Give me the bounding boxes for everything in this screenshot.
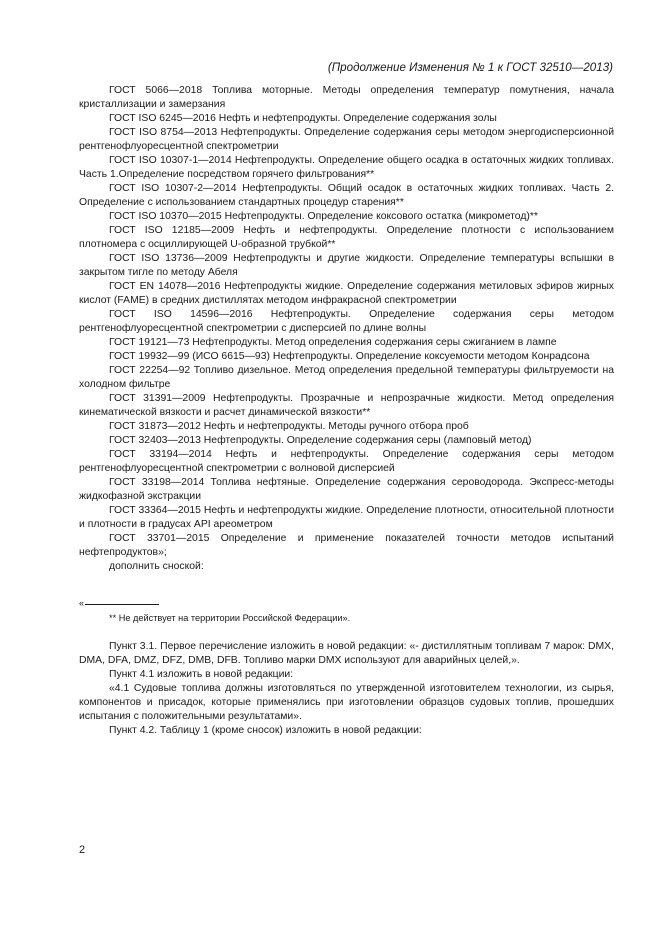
paragraph: ГОСТ ISO 14596—2016 Нефтепродукты. Определение содержания серы методом рентгенофлуоресцентной спектрометрии с дисперсией по длине волны [79,309,614,334]
paragraph: ГОСТ 22254—92 Топливо дизельное. Метод определения предельной температуры фильтруемости на холодном фильтре [79,365,614,390]
paragraph: ГОСТ ISO 13736—2009 Нефтепродукты и другие жидкости. Определение температуры вспышки в закрытом тигле по методу Абеля [79,253,614,278]
paragraph: дополнить сноской: [109,561,204,572]
paragraph: ГОСТ ISO 10307-2—2014 Нефтепродукты. Общий осадок в остаточных жидких топливах. Часть 2. Определение с использованием стандартных процедур старения** [79,183,614,208]
paragraph: ГОСТ ISO 12185—2009 Нефть и нефтепродукты. Определение плотности с использованием плотномера с осциллирующей U-образной трубкой** [79,225,614,250]
paragraph: ГОСТ 31391—2009 Нефтепродукты. Прозрачные и непрозрачные жидкости. Метод определения кинематической вязкости и расчет динамической вязкости** [79,393,614,418]
paragraph: ГОСТ ISO 8754—2013 Нефтепродукты. Определение содержания серы методом энергодисперсионной рентгенофлуоресцентной спектрометрии [79,127,614,152]
footnote-quote-mark: « [79,598,85,608]
page-header: (Продолжение Изменения № 1 к ГОСТ 32510—2013) [327,61,613,74]
paragraph: ГОСТ 32403—2013 Нефтепродукты. Определение содержания серы (ламповый метод) [109,435,532,446]
paragraph: ГОСТ 31873—2012 Нефть и нефтепродукты. Методы ручного отбора проб [109,421,469,432]
paragraph: Пункт 3.1. Первое перечисление изложить в новой редакции: «- дистиллятным топливам 7 марок: DMX, DMA, DFA, DMZ, DFZ, DMB, DFB. Топливо марки DMX используют для аварийных целей,». [79,641,614,666]
paragraph: ГОСТ 19121—73 Нефтепродукты. Метод определения содержания серы сжиганием в лампе [109,337,557,348]
paragraph: ГОСТ EN 14078—2016 Нефтепродукты жидкие. Определение содержания метиловых эфиров жирных кислот (FAME) в средних дистиллятах методом инфракрасной спектрометрии [79,281,614,306]
document-body [79,84,614,738]
paragraph: Пункт 4.2. Таблицу 1 (кроме сносок) изложить в новой редакции: [109,725,422,736]
paragraph: Пункт 4.1 изложить в новой редакции: [109,669,294,680]
paragraph: ГОСТ 5066—2018 Топлива моторные. Методы определения температур помутнения, начала кристаллизации и замерзания [79,85,614,110]
paragraph: ГОСТ ISO 10307-1—2014 Нефтепродукты. Определение общего осадка в остаточных жидких топливах. Часть 1.Определение посредством горячего фильтрования** [79,155,614,180]
paragraph: ГОСТ 33194—2014 Нефть и нефтепродукты. Определение содержания серы методом рентгенофлуоресцентной спектрометрии с волновой дисперсией [79,449,614,474]
paragraph: ГОСТ 19932—99 (ИСО 6615—93) Нефтепродукты. Определение коксуемости методом Конрадсона [109,351,590,362]
paragraph: ГОСТ 33364—2015 Нефть и нефтепродукты жидкие. Определение плотности, относительной плотности и плотности в градусах API ареометром [79,505,614,530]
paragraph: «4.1 Судовые топлива должны изготовляться по утвержденной изготовителем технологии, из сырья, компонентов и присадок, которые применялись при изготовлении образцов судовых топлив, прошедших испытания с положительными результатами». [79,683,614,722]
spacer [79,574,614,598]
paragraph: ГОСТ ISO 6245—2016 Нефть и нефтепродукты. Определение содержания золы [109,113,497,124]
paragraph: ГОСТ ISO 10370—2015 Нефтепродукты. Определение коксового остатка (микрометод)** [109,211,538,222]
paragraph: ГОСТ 33701—2015 Определение и применение показателей точности методов испытаний нефтепродуктов»; [79,533,614,558]
footnote-rule [85,604,159,605]
page-number: 2 [79,844,86,856]
footnote-separator [79,598,614,612]
paragraph: ГОСТ 33198—2014 Топлива нефтяные. Определение содержания сероводорода. Экспресс-методы жидкофазной экстракции [79,477,614,502]
spacer [79,625,614,640]
footnote-text: ** Не действует на территории Российской Федерации». [109,613,351,623]
